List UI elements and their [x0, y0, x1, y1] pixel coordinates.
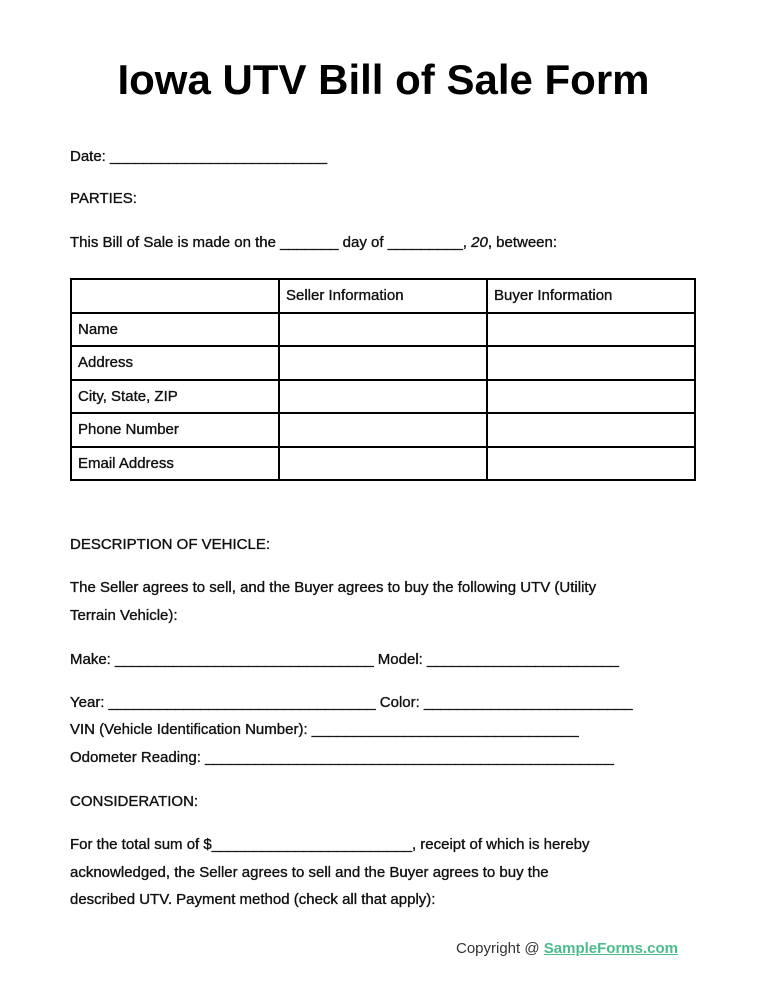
seller-cell[interactable]	[279, 346, 487, 380]
parties-text-after: , between:	[487, 234, 558, 251]
table-row	[71, 346, 695, 380]
vin-line: VIN (Vehicle Identification Number): ________________________________	[70, 721, 579, 738]
row-label: Address	[71, 346, 279, 380]
table-row	[71, 313, 695, 347]
table-header-row	[71, 279, 695, 313]
parties-text-before: This Bill of Sale is made on the _______ day of _________,	[70, 234, 472, 251]
table-row	[71, 380, 695, 414]
buyer-cell[interactable]	[487, 313, 695, 347]
seller-cell[interactable]	[279, 380, 487, 414]
copyright	[456, 940, 678, 957]
seller-cell[interactable]	[279, 447, 487, 481]
vehicle-heading: DESCRIPTION OF VEHICLE:	[70, 536, 271, 553]
row-label: Email Address	[71, 447, 279, 481]
parties-text	[70, 234, 557, 252]
page-title: Iowa UTV Bill of Sale Form	[117, 56, 650, 103]
row-label: Name	[71, 313, 279, 347]
consideration-text: described UTV. Payment method (check all that apply):	[70, 891, 436, 908]
parties-table	[70, 278, 696, 481]
row-label: City, State, ZIP	[71, 380, 279, 414]
date-line: Date: __________________________	[70, 148, 327, 165]
row-label: Phone Number	[71, 413, 279, 447]
seller-cell[interactable]	[279, 413, 487, 447]
consideration-text: For the total sum of $________________________, receipt of which is hereby	[70, 836, 590, 853]
make-model-line: Make: _______________________________ Model: _______________________	[70, 651, 619, 668]
copyright-text: Copyright @	[456, 940, 544, 957]
table-header: Buyer Information	[487, 279, 695, 313]
table-header: Seller Information	[279, 279, 487, 313]
parties-text-year: 20	[471, 234, 488, 251]
buyer-cell[interactable]	[487, 380, 695, 414]
consideration-heading: CONSIDERATION:	[70, 793, 199, 810]
buyer-cell[interactable]	[487, 447, 695, 481]
year-color-line: Year: ________________________________ Color: _________________________	[70, 694, 633, 711]
sampleforms-link[interactable]: SampleForms.com	[543, 940, 678, 957]
table-row	[71, 447, 695, 481]
vehicle-text: The Seller agrees to sell, and the Buyer agrees to buy the following UTV (Utility	[70, 579, 597, 596]
consideration-text: acknowledged, the Seller agrees to sell and the Buyer agrees to buy the	[70, 864, 549, 881]
buyer-cell[interactable]	[487, 413, 695, 447]
vehicle-text: Terrain Vehicle):	[70, 607, 178, 624]
table-row	[71, 413, 695, 447]
seller-cell[interactable]	[279, 313, 487, 347]
table-header	[71, 279, 279, 313]
parties-heading: PARTIES:	[70, 190, 137, 207]
odometer-line: Odometer Reading: _________________________________________________	[70, 749, 614, 766]
buyer-cell[interactable]	[487, 346, 695, 380]
